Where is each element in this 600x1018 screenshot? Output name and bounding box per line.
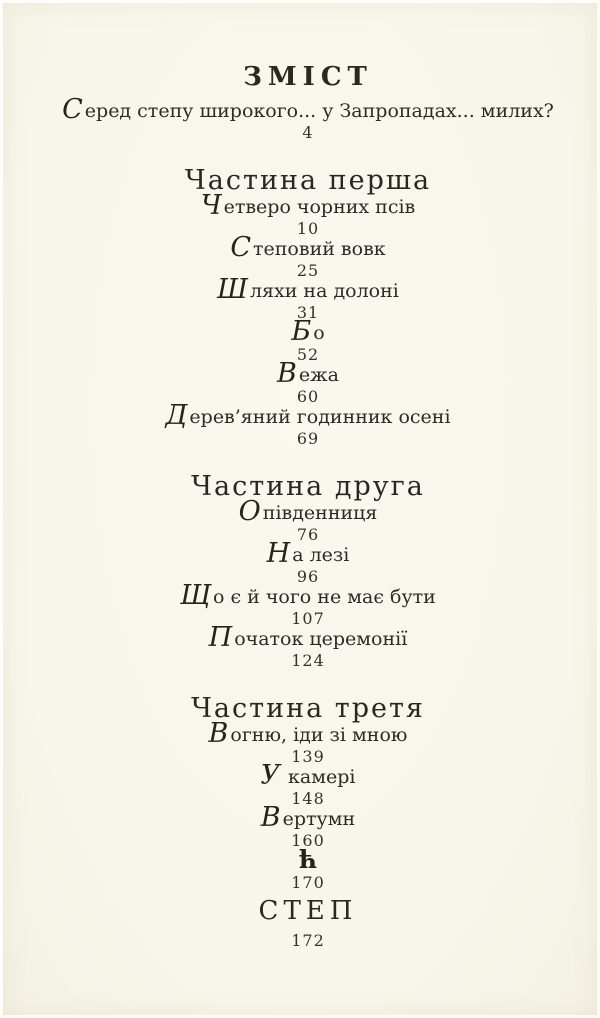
toc-entry-title bbox=[19, 580, 597, 611]
drop-cap: У bbox=[260, 760, 280, 791]
toc-entry-text: камері bbox=[282, 766, 356, 788]
toc-entry-text: теповий вовк bbox=[253, 238, 386, 260]
toc-entry-text: південниця bbox=[262, 502, 378, 524]
toc-entry-title bbox=[19, 400, 597, 431]
drop-cap: Н bbox=[266, 538, 291, 569]
toc-entry bbox=[19, 718, 597, 766]
toc-entry-page: 69 bbox=[296, 429, 320, 448]
toc-entry bbox=[19, 538, 597, 586]
toc-entry-title bbox=[19, 802, 597, 833]
toc-entry-title bbox=[19, 232, 597, 263]
drop-cap: Ш bbox=[217, 274, 248, 305]
toc-entry-page: 76 bbox=[296, 525, 320, 544]
toc-entry-title bbox=[19, 316, 597, 347]
drop-cap: С bbox=[230, 232, 252, 263]
toc-section-one bbox=[19, 165, 597, 448]
drop-cap: В bbox=[208, 718, 229, 749]
page-title: ЗМІСТ bbox=[243, 62, 373, 92]
toc-entry-page: 148 bbox=[291, 789, 325, 808]
section-heading: Частина перша bbox=[184, 165, 432, 196]
toc-entry bbox=[19, 496, 597, 544]
toc-entry-title bbox=[19, 718, 597, 749]
drop-cap: В bbox=[277, 358, 297, 389]
toc-entry-page: 4 bbox=[302, 123, 314, 142]
toc-closing-title: СТЕП bbox=[258, 896, 358, 926]
toc-entry-text: очаток церемонії bbox=[234, 628, 408, 650]
toc-entry-page: 52 bbox=[296, 345, 320, 364]
toc-entry-page: 60 bbox=[296, 387, 320, 406]
toc-entry-page: 170 bbox=[291, 873, 325, 892]
toc-entry-text: еред степу широкого... у Запропадах... милих? bbox=[84, 100, 554, 122]
toc-entry-text: огню, іди зі мною bbox=[230, 724, 408, 746]
drop-cap: П bbox=[208, 622, 233, 653]
toc-entry-text: ляхи на долоні bbox=[249, 280, 399, 302]
toc-entry-page: 172 bbox=[291, 931, 325, 950]
toc-entry-title bbox=[19, 622, 597, 653]
toc-entry-text: ежа bbox=[298, 364, 339, 386]
toc-entry-page: 96 bbox=[296, 567, 320, 586]
toc-entry-title bbox=[19, 496, 597, 527]
toc-entry-title bbox=[19, 94, 597, 125]
toc-entry-page: 124 bbox=[291, 651, 325, 670]
drop-cap: С bbox=[62, 94, 83, 125]
toc-entry-page: 10 bbox=[296, 219, 320, 238]
toc-entry-text: о bbox=[313, 322, 325, 344]
toc-entry-text: ерев’яний годинник осені bbox=[189, 406, 451, 428]
drop-cap: Ч bbox=[200, 190, 222, 221]
toc-entry bbox=[19, 845, 597, 892]
toc-entry-title bbox=[19, 845, 597, 874]
toc-entry bbox=[19, 760, 597, 808]
toc-entry-text: а лезі bbox=[292, 544, 350, 566]
toc-section-two bbox=[19, 471, 597, 670]
toc-entry-text: о є й чого не має бути bbox=[212, 586, 436, 608]
toc-entry-text: етверо чорних псів bbox=[223, 196, 416, 218]
toc-entry bbox=[19, 622, 597, 670]
toc-entry-page: 31 bbox=[296, 303, 320, 322]
toc-entry-title bbox=[19, 760, 597, 791]
toc-entry-page: 25 bbox=[296, 261, 320, 280]
toc-entry-page: 107 bbox=[291, 609, 325, 628]
drop-cap: О bbox=[238, 496, 261, 527]
toc-entry bbox=[19, 316, 597, 364]
drop-cap: ћ bbox=[298, 845, 318, 874]
toc-entry bbox=[19, 400, 597, 448]
drop-cap: Д bbox=[165, 400, 188, 431]
drop-cap: В bbox=[260, 802, 281, 833]
section-heading: Частина третя bbox=[191, 693, 425, 724]
toc-entry-title bbox=[19, 358, 597, 389]
toc-entry bbox=[19, 190, 597, 238]
toc-intro-entry bbox=[19, 94, 597, 142]
toc-closing-entry bbox=[19, 896, 597, 950]
toc-entry bbox=[19, 358, 597, 406]
book-contents-page bbox=[3, 3, 597, 1015]
toc-entry bbox=[19, 802, 597, 850]
toc-entry-text: ертумн bbox=[282, 808, 356, 830]
drop-cap: Б bbox=[291, 316, 312, 347]
toc-entry-title bbox=[19, 190, 597, 221]
toc-entry bbox=[19, 232, 597, 280]
section-heading: Частина друга bbox=[191, 471, 425, 502]
toc-section-three bbox=[19, 693, 597, 892]
toc-entry-title bbox=[19, 538, 597, 569]
toc-entry-page: 160 bbox=[291, 831, 325, 850]
toc-entry-title bbox=[19, 274, 597, 305]
toc-entry bbox=[19, 580, 597, 628]
drop-cap: Щ bbox=[180, 580, 211, 611]
toc-entry-page: 139 bbox=[291, 747, 325, 766]
